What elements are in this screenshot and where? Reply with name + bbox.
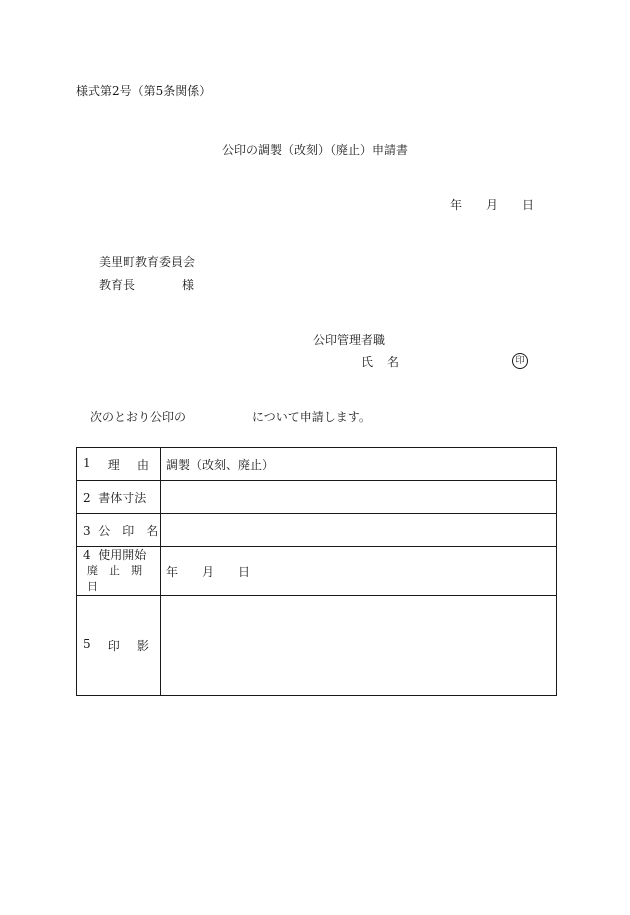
date-day-label: 日 xyxy=(522,198,535,212)
seal-icon: 印 xyxy=(512,353,528,369)
seal-name-label: 3 公 印 名 xyxy=(77,514,161,547)
row-number: 4 xyxy=(83,548,91,562)
seal-impression-value[interactable] xyxy=(161,596,557,696)
application-table xyxy=(76,447,557,696)
table-row-period xyxy=(77,547,557,596)
applicant-role: 公印管理者職 xyxy=(313,333,386,347)
document-title: 公印の調製（改刻）（廃止）申請書 xyxy=(221,143,408,157)
seal-name-value[interactable] xyxy=(161,514,557,547)
row-number: 2 xyxy=(83,490,91,505)
intro-part1: 次のとおり公印の xyxy=(90,410,187,424)
addressee-position-label: 教育長 xyxy=(99,278,136,292)
application-date xyxy=(450,199,534,211)
row-number: 3 xyxy=(83,523,91,538)
period-label: 4 使用開始 廃 止 期 日 xyxy=(77,547,161,596)
applicant-name-label xyxy=(361,356,399,368)
row-number: 5 xyxy=(83,637,91,651)
intro-sentence xyxy=(90,411,371,423)
addressee-honorific: 様 xyxy=(182,278,195,292)
form-number: 様式第2号（第5条関係） xyxy=(76,84,212,98)
font-size-value[interactable] xyxy=(161,481,557,514)
name-label-surname: 氏 xyxy=(361,355,374,369)
table-row-reason xyxy=(77,448,557,481)
addressee-position xyxy=(99,279,194,291)
date-month-label: 月 xyxy=(486,198,499,212)
table-row-seal-name xyxy=(77,514,557,547)
table-row-font-size xyxy=(77,481,557,514)
date-year-label: 年 xyxy=(450,198,463,212)
intro-part2: について申請します。 xyxy=(252,410,371,424)
seal-impression-label: 5 印 影 xyxy=(77,596,161,696)
row-number: 1 xyxy=(83,455,91,470)
period-value[interactable]: 年 月 日 xyxy=(161,547,557,596)
reason-label: 1 理 由 xyxy=(77,448,161,481)
name-label-given: 名 xyxy=(387,355,400,369)
table-row-seal-impression xyxy=(77,596,557,696)
font-size-label: 2 書体寸法 xyxy=(77,481,161,514)
reason-value[interactable]: 調製（改刻、廃止） xyxy=(161,448,557,481)
addressee-organization: 美里町教育委員会 xyxy=(99,255,196,269)
